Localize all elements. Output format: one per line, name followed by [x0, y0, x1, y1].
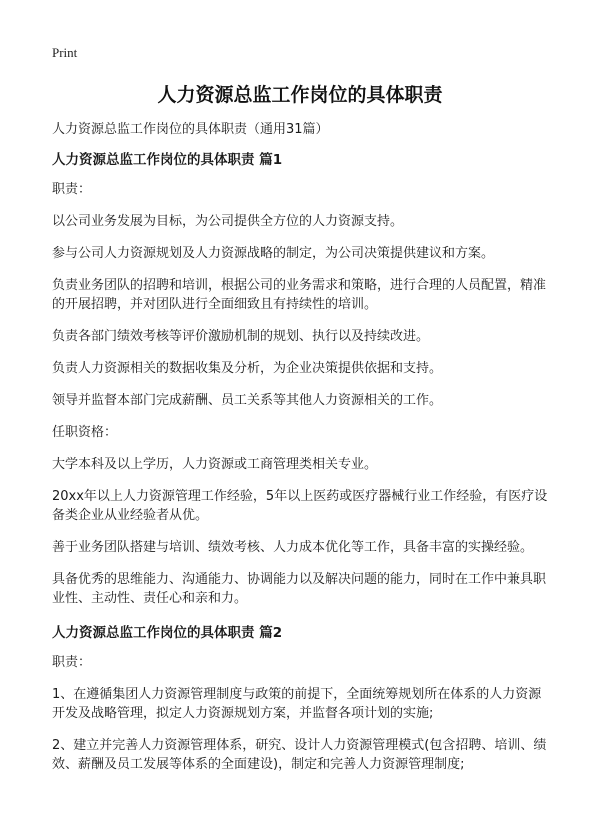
paragraph: 领导并监督本部门完成薪酬、员工关系等其他人力资源相关的工作。 — [52, 393, 443, 408]
paragraph: 负责各部门绩效考核等评价激励机制的规划、执行以及持续改进。 — [52, 329, 430, 344]
paragraph: 1、在遵循集团人力资源管理制度与政策的前提下，全面统筹规划所在体系的人力资源开发及战略管理，拟定人力资源规划方案，并监督各项计划的实施; — [52, 687, 542, 721]
paragraph: 2、建立并完善人力资源管理体系，研究、设计人力资源管理模式(包含招聘、培训、绩效、薪酬及员工发展等体系的全面建设)，制定和完善人力资源管理制度; — [52, 738, 547, 772]
section-2 — [52, 621, 552, 774]
paragraph: 以公司业务发展为目标，为公司提供全方位的人力资源支持。 — [52, 214, 404, 229]
paragraph: 任职资格： — [52, 425, 118, 440]
paragraph: 参与公司人力资源规划及人力资源战略的制定，为公司决策提供建议和方案。 — [52, 246, 495, 261]
paragraph: 善于业务团队搭建与培训、绩效考核、人力成本优化等工作，具备丰富的实操经验。 — [52, 540, 534, 555]
section-1 — [52, 148, 552, 608]
document-body — [52, 118, 552, 787]
document-title: 人力资源总监工作岗位的具体职责 — [157, 84, 443, 106]
paragraph: 20xx年以上人力资源管理工作经验，5年以上医药或医疗器械行业工作经验，有医疗设备类企业从业经验者从优。 — [52, 489, 548, 523]
paragraph: 负责业务团队的招聘和培训，根据公司的业务需求和策略，进行合理的人员配置，精准的开展招聘，并对团队进行全面细致且有持续性的培训。 — [52, 278, 547, 312]
paragraph: 大学本科及以上学历，人力资源或工商管理类相关专业。 — [52, 457, 378, 472]
document-subtitle: 人力资源总监工作岗位的具体职责（通用31篇） — [52, 122, 329, 137]
section-heading: 人力资源总监工作岗位的具体职责 篇2 — [52, 625, 283, 641]
paragraph: 负责人力资源相关的数据收集及分析，为企业决策提供依据和支持。 — [52, 361, 443, 376]
paragraph: 职责： — [52, 182, 92, 197]
paragraph: 职责： — [52, 655, 92, 670]
paragraph: 具备优秀的思维能力、沟通能力、协调能力以及解决问题的能力，同时在工作中兼具职业性、主动性、责任心和亲和力。 — [52, 572, 547, 606]
section-heading: 人力资源总监工作岗位的具体职责 篇1 — [52, 152, 283, 168]
print-label: Print — [52, 45, 78, 60]
